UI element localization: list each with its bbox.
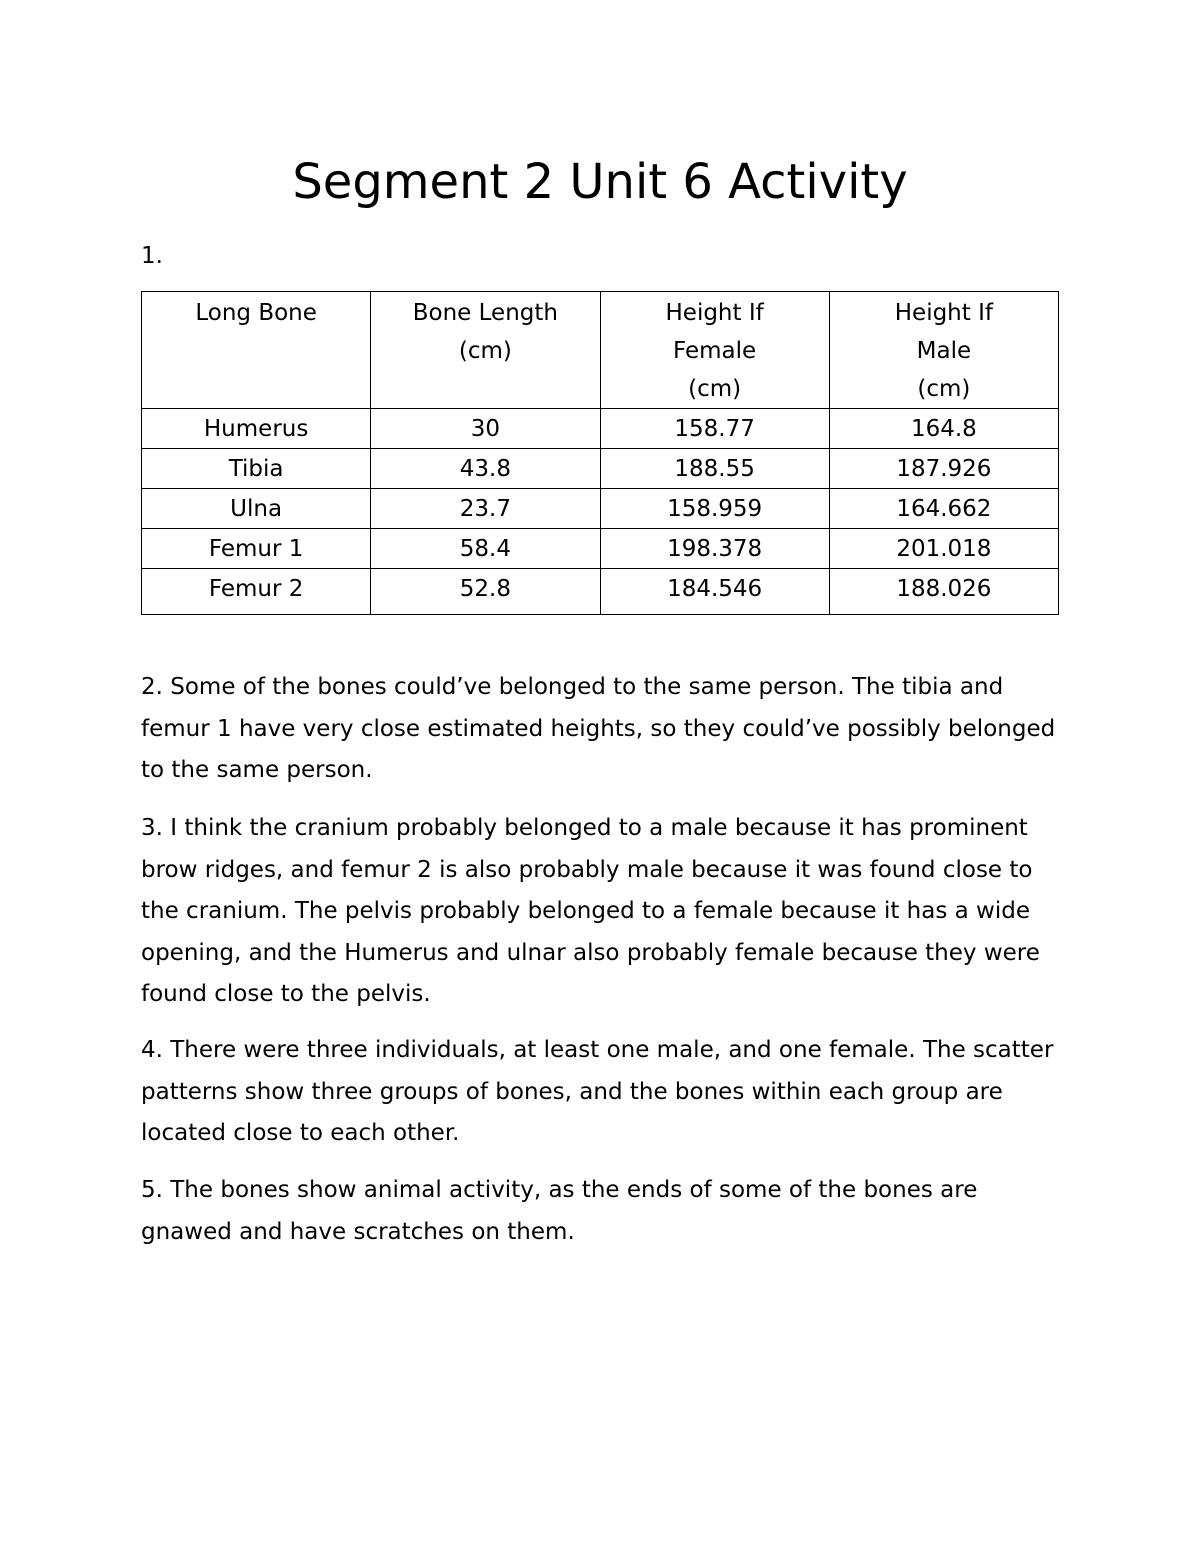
header-height-male — [829, 292, 1058, 409]
cell-height-female: 158.959 — [600, 489, 829, 529]
cell-bone-name: Tibia — [142, 449, 371, 489]
cell-bone-length: 52.8 — [371, 569, 600, 615]
cell-height-female: 188.55 — [600, 449, 829, 489]
question-1-number: 1. — [141, 243, 163, 269]
table-row — [142, 569, 1059, 615]
cell-bone-name: Ulna — [142, 489, 371, 529]
table-header-row — [142, 292, 1059, 409]
cell-bone-length: 43.8 — [371, 449, 600, 489]
header-height-male-line-1: Height If — [894, 300, 993, 326]
cell-bone-length: 58.4 — [371, 529, 600, 569]
answer-3-paragraph: 3. I think the cranium probably belonged to a male because it has prominent brow ridges, and femur 2 is also probably male because it was found close to the cranium. The pelvis probably belonged to a female because it has a wide opening, and the Humerus and ulnar also probably female because they were found close to the pelvis. — [141, 815, 1040, 1007]
answer-2-paragraph: 2. Some of the bones could’ve belonged to the same person. The tibia and femur 1 have very close estimated heights, so they could’ve possibly belonged to the same person. — [141, 674, 1056, 783]
cell-height-male: 164.8 — [829, 409, 1058, 449]
bone-height-table — [141, 291, 1059, 615]
header-bone-length-line-1: Bone Length — [412, 300, 558, 326]
cell-bone-name: Femur 2 — [142, 569, 371, 615]
table-row — [142, 449, 1059, 489]
header-bone-length — [371, 292, 600, 409]
header-height-male-line-3: (cm) — [917, 376, 971, 402]
header-long-bone — [142, 292, 371, 409]
cell-height-male: 187.926 — [829, 449, 1058, 489]
cell-height-male: 201.018 — [829, 529, 1058, 569]
cell-height-female: 158.77 — [600, 409, 829, 449]
header-height-male-line-2: Male — [916, 338, 972, 364]
cell-height-male: 188.026 — [829, 569, 1058, 615]
cell-height-male: 164.662 — [829, 489, 1058, 529]
header-long-bone-line-1: Long Bone — [195, 300, 317, 326]
cell-bone-length: 23.7 — [371, 489, 600, 529]
answer-4-paragraph: 4. There were three individuals, at least one male, and one female. The scatter patterns show three groups of bones, and the bones within each group are located close to each other. — [141, 1037, 1054, 1146]
cell-bone-name: Humerus — [142, 409, 371, 449]
header-height-female — [600, 292, 829, 409]
cell-height-female: 198.378 — [600, 529, 829, 569]
cell-bone-name: Femur 1 — [142, 529, 371, 569]
cell-bone-length: 30 — [371, 409, 600, 449]
answer-5-paragraph: 5. The bones show animal activity, as the ends of some of the bones are gnawed and have scratches on them. — [141, 1177, 978, 1245]
table-row — [142, 529, 1059, 569]
header-height-female-line-2: Female — [673, 338, 757, 364]
page-title: Segment 2 Unit 6 Activity — [292, 154, 908, 210]
table-row — [142, 409, 1059, 449]
table-row — [142, 489, 1059, 529]
cell-height-female: 184.546 — [600, 569, 829, 615]
header-bone-length-line-2: (cm) — [458, 338, 512, 364]
header-height-female-line-1: Height If — [665, 300, 764, 326]
header-height-female-line-3: (cm) — [688, 376, 742, 402]
